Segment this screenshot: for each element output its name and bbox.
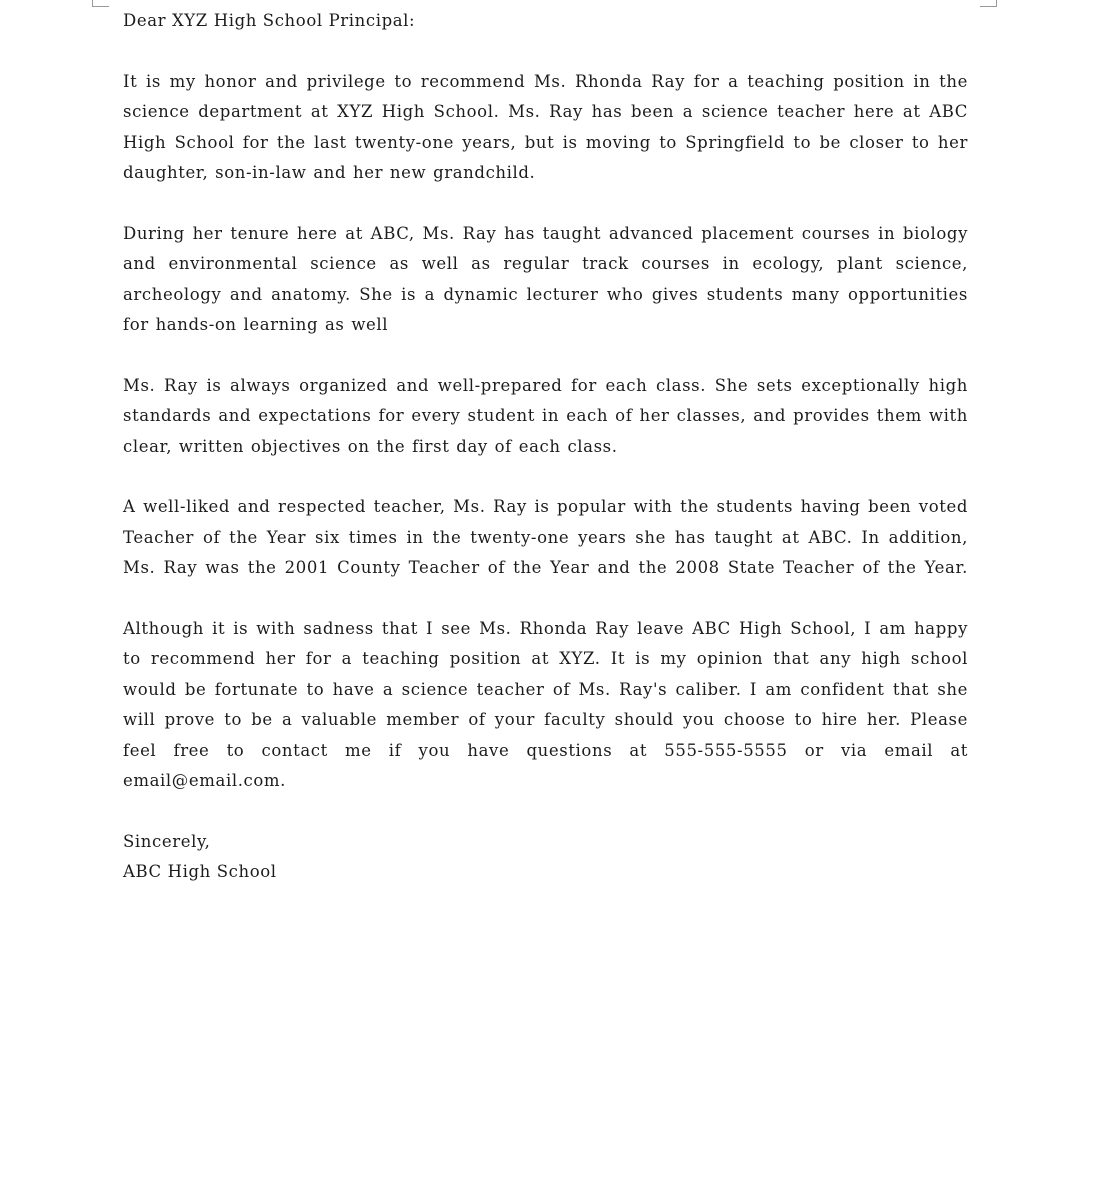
signature: ABC High School	[123, 862, 277, 881]
paragraph-tenure: During her tenure here at ABC, Ms. Ray has taught advanced placement courses in biology and environmental science as well as regular track courses in ecology, plant science, archeology and anatomy. She is a dynamic lecturer who gives students many opportunities for hands-on learning as well	[123, 223, 968, 334]
crop-mark-left	[92, 0, 109, 7]
paragraph-organization: Ms. Ray is always organized and well-prepared for each class. She sets exceptionally high standards and expectations for every student in each of her classes, and provides them with clear, written objectives on the first day of each class.	[123, 375, 968, 456]
salutation: Dear XYZ High School Principal:	[123, 11, 416, 30]
paragraph-awards: A well-liked and respected teacher, Ms. Ray is popular with the students having been voted Teacher of the Year six times in the twenty-one years she has taught at ABC. In addition, Ms. Ray was the 2001 County Teacher of the Year and the 2008 State Teacher of the Year.	[123, 497, 968, 577]
closing: Sincerely,	[123, 831, 211, 851]
paragraph-intro: It is my honor and privilege to recommend Ms. Rhonda Ray for a teaching position in the science department at XYZ High School. Ms. Ray has been a science teacher here at ABC High School for the last twenty-one years, but is moving to Springfield to be closer to her daughter, son-in-law and her new grandchild.	[123, 71, 968, 182]
crop-mark-right	[980, 0, 997, 7]
paragraph-recommendation: Although it is with sadness that I see Ms. Rhonda Ray leave ABC High School, I am happy to recommend her for a teaching position at XYZ. It is my opinion that any high school would be fortunate to have a science teacher of Ms. Ray's caliber. I am confident that she will prove to be a valuable member of your faculty should you choose to hire her. Please feel free to contact me if you have questions at 555-555-5555 or via email at email@email.com.	[123, 618, 968, 790]
letter-body	[123, 6, 968, 888]
